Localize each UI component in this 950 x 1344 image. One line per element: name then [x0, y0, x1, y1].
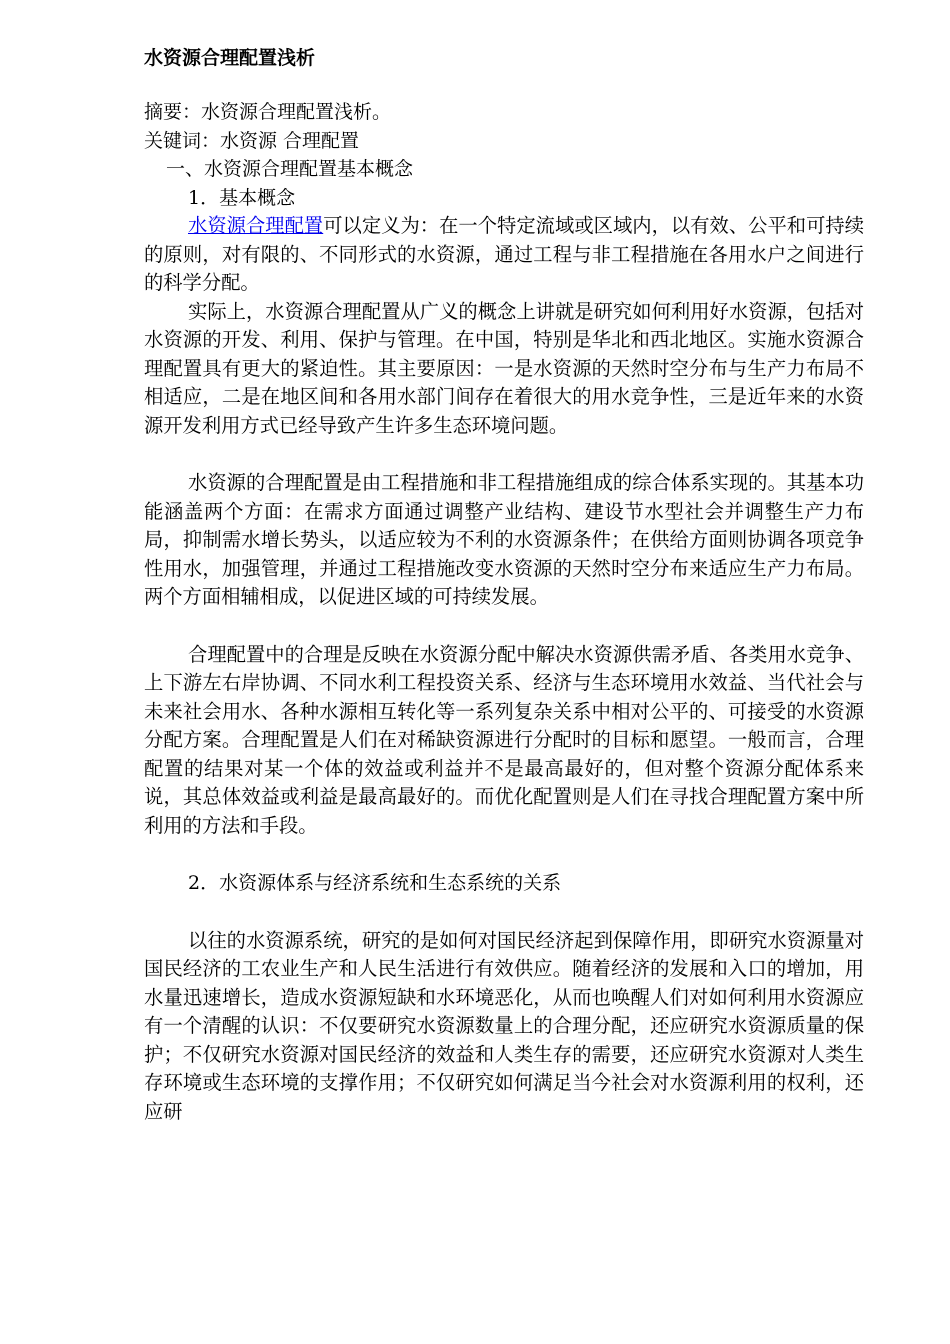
document-page [144, 44, 864, 1126]
paragraph-gap [144, 840, 864, 869]
definition-text: 可以定义为：在一个特定流域或区域内，以有效、公平和可持续的原则，对有限的、不同形式的水资源，通过工程与非工程措施在各用水户之间进行的科学分配。 [144, 214, 865, 294]
paragraph-system: 水资源的合理配置是由工程措施和非工程措施组成的综合体系实现的。其基本功能涵盖两个方面：在需求方面通过调整产业结构、建设节水型社会并调整生产力布局，抑制需水增长势头，以适应较为不利的水资源条件；在供给方面则协调各项竞争性用水，加强管理，并通过工程措施改变水资源的天然时空分布来适应生产力布局。两个方面相辅相成，以促进区域的可持续发展。 [144, 471, 864, 608]
paragraph-broad-concept: 实际上，水资源合理配置从广义的概念上讲就是研究如何利用好水资源，包括对水资源的开发、利用、保护与管理。在中国，特别是华北和西北地区。实施水资源合理配置具有更大的紧迫性。其主要原因：一是水资源的天然时空分布与生产力布局不相适应，二是在地区间和各用水部门间存在着很大的用水竞争性，三是近年来的水资源开发利用方式已经导致产生许多生态环境问题。 [144, 299, 864, 437]
keywords-line: 关键词：水资源 合理配置 [144, 129, 360, 152]
document-title: 水资源合理配置浅析 [144, 47, 316, 69]
term-link[interactable]: 水资源合理配置 [188, 214, 324, 237]
subsection-heading-2: 2．水资源体系与经济系统和生态系统的关系 [188, 872, 562, 894]
paragraph-water-system: 以往的水资源系统，研究的是如何对国民经济起到保障作用，即研究水资源量对国民经济的工农业生产和人民生活进行有效供应。随着经济的发展和入口的增加，用水量迅速增长，造成水资源短缺和水环境恶化，从而也唤醒人们对如何利用水资源应有一个清醒的认识：不仅要研究水资源数量上的合理分配，还应研究水资源质量的保护；不仅研究水资源对国民经济的效益和人类生存的需要，还应研究水资源对人类生存环境或生态环境的支撑作用；不仅研究如何满足当今社会对水资源利用的权利，还应研 [144, 928, 864, 1123]
paragraph-rationality: 合理配置中的合理是反映在水资源分配中解决水资源供需矛盾、各类用水竞争、上下游左右岸协调、不同水利工程投资关系、经济与生态环境用水效益、当代社会与未来社会用水、各种水源相互转化等一系列复杂关系中相对公平的、可接受的水资源分配方案。合理配置是人们在对稀缺资源进行分配时的目标和愿望。一般而言，合理配置的结果对某一个体的效益或利益并不是最高最好的，但对整个资源分配体系来说，其总体效益或利益是最高最好的。而优化配置则是人们在寻找合理配置方案中所利用的方法和手段。 [144, 642, 864, 837]
section-heading-1: 一、水资源合理配置基本概念 [166, 158, 414, 180]
paragraph-definition [144, 212, 864, 298]
subsection-heading-1: 1．基本概念 [188, 186, 296, 209]
paragraph-gap [144, 612, 864, 641]
paragraph-gap [144, 898, 864, 927]
paragraph-gap [144, 440, 864, 469]
abstract-line: 摘要：水资源合理配置浅析。 [144, 101, 392, 123]
